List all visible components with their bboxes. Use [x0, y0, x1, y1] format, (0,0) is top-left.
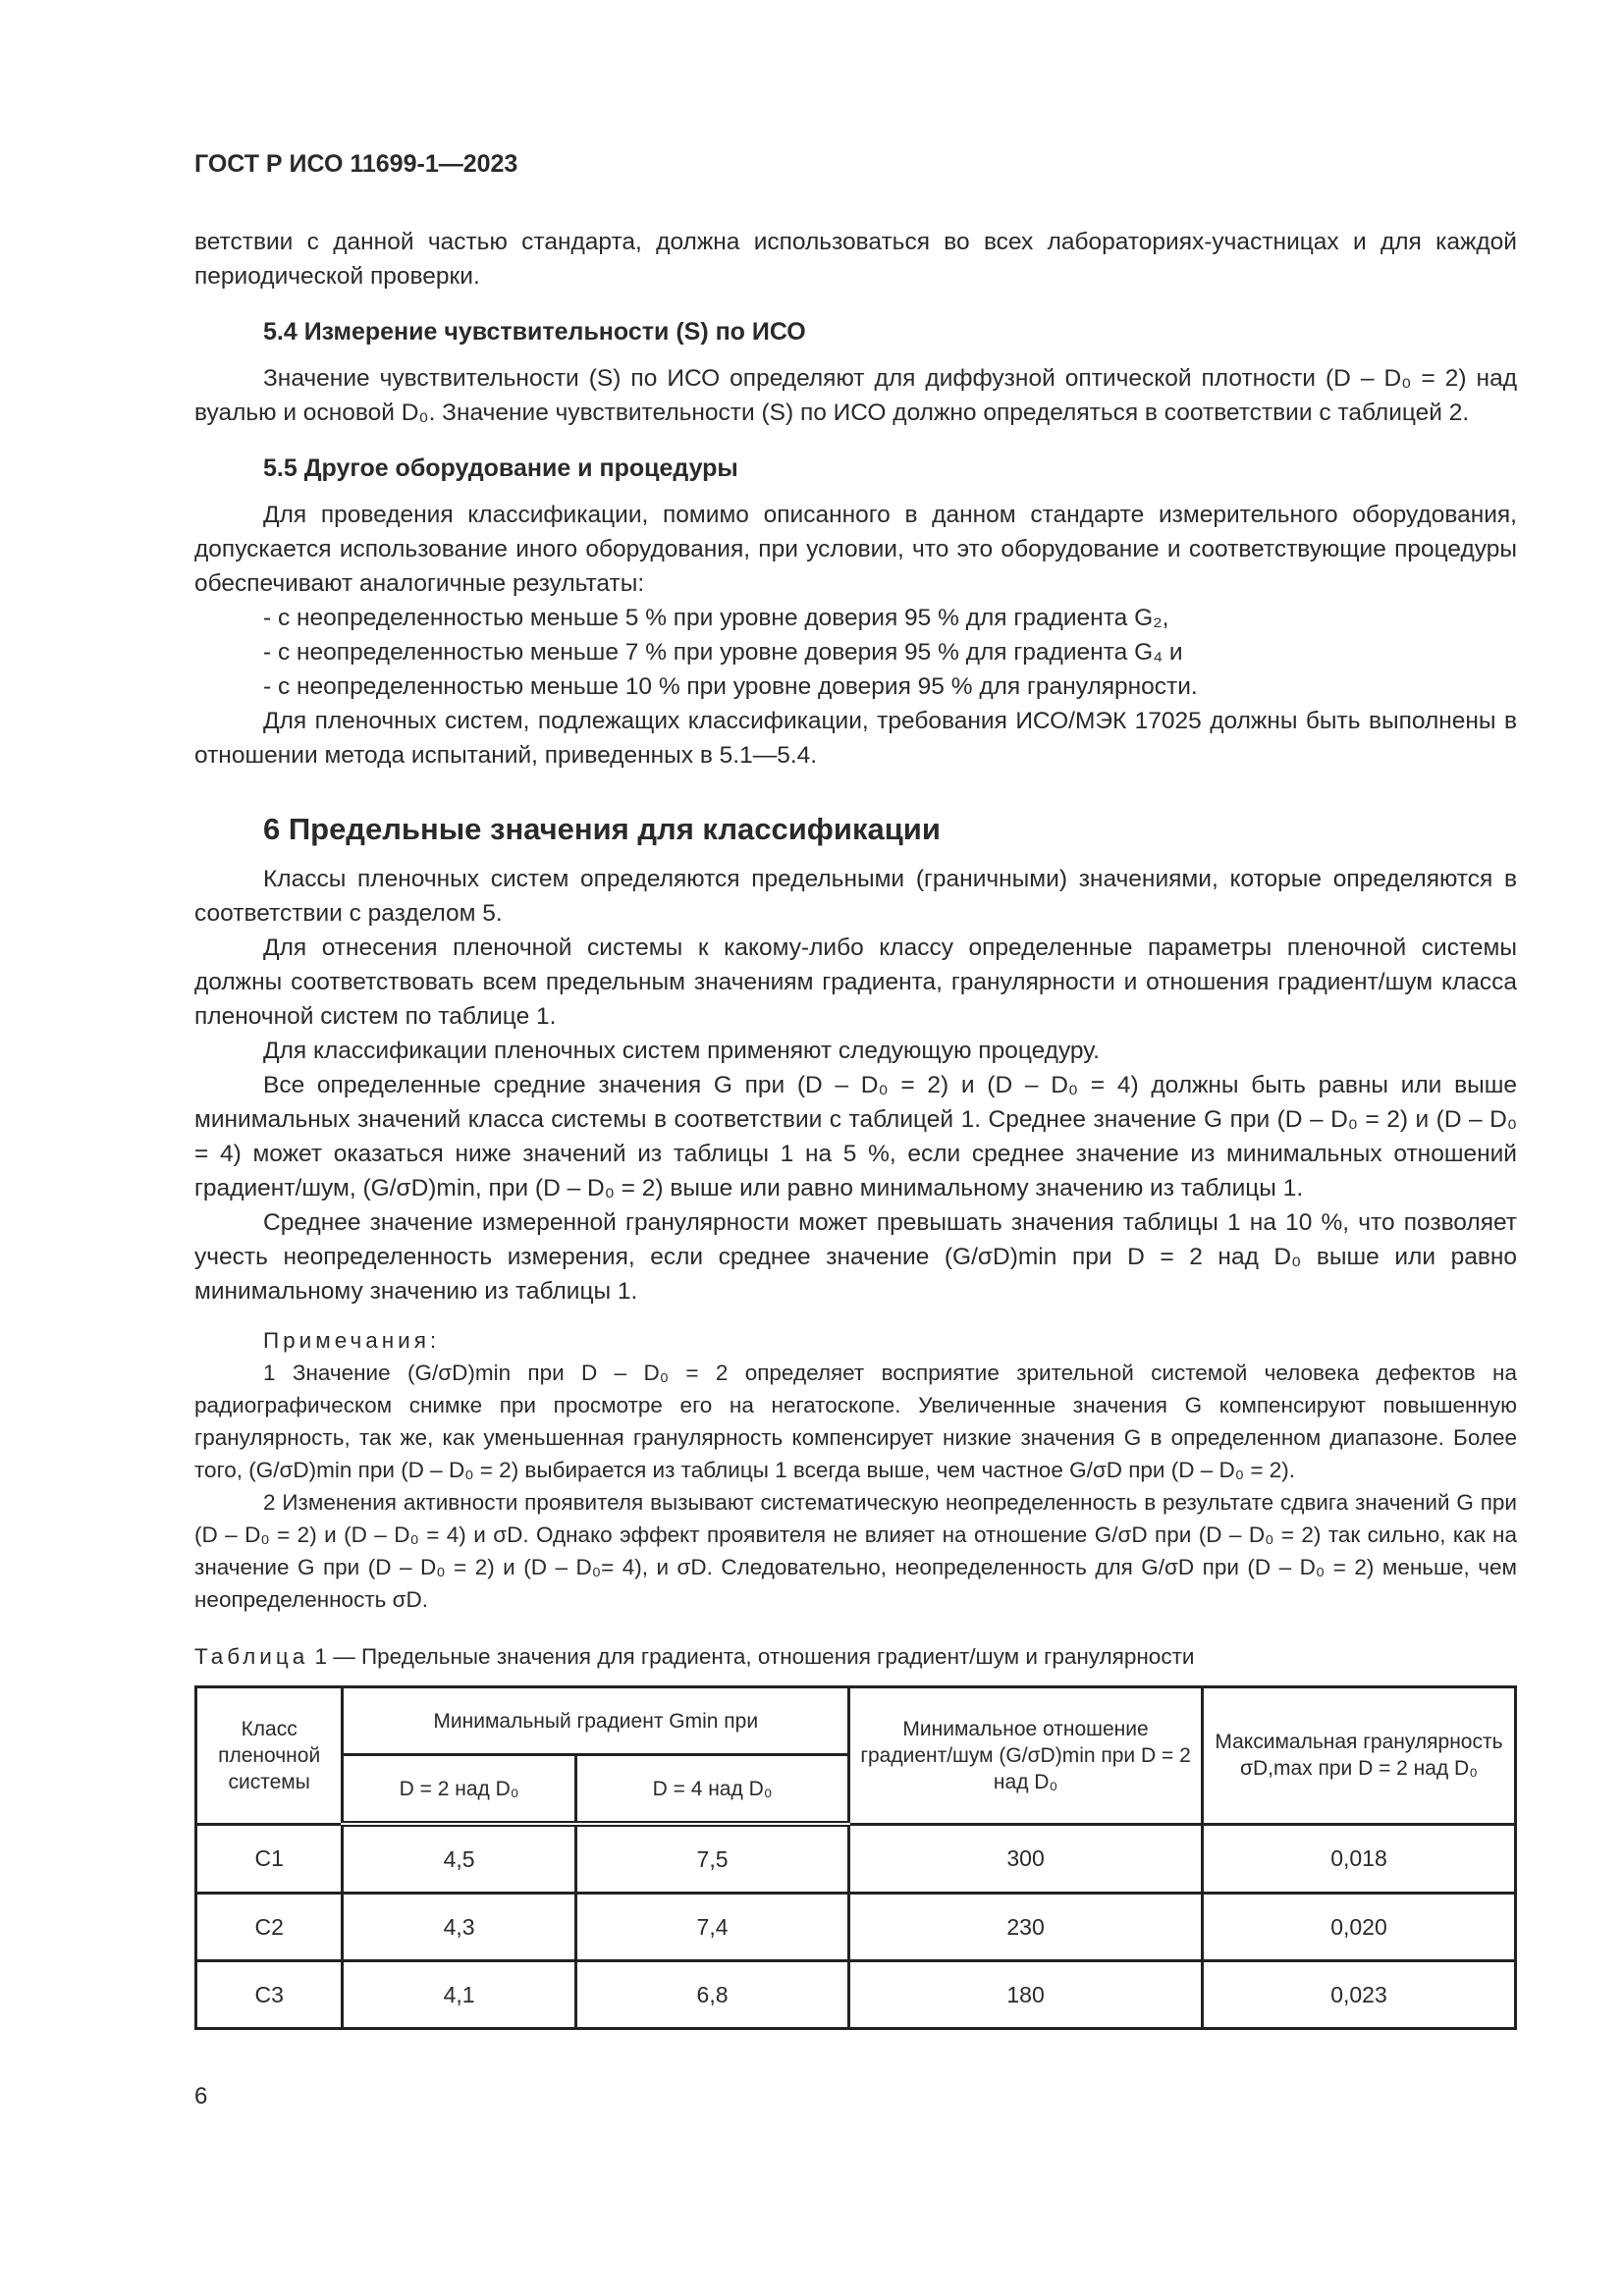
- note-item: 2 Изменения активности проявителя вызывают систематическую неопределенность в результате сдвига значений G при (D – D₀ = 2) и (D – D₀ = 4) и σD. Однако эффект проявителя не влияет на отношение G/σD при (D – D₀ = 2) так сильно, как на значение G при (D – D₀ = 2) и (D – D₀= 4), и σD. Следовательно, неопределенность для G/σD при (D – D₀ = 2) меньше, чем неопределенность σD.: [194, 1490, 1517, 1612]
- list-item: - с неопределенностью меньше 7 % при уровне доверия 95 % для градиента G₄ и: [263, 639, 1183, 666]
- header-d4: D = 4 над D₀: [575, 1755, 848, 1825]
- table-caption-label: Таблица: [194, 1644, 309, 1669]
- table-row: [196, 1824, 1516, 1894]
- paragraph: Среднее значение измеренной гранулярности может превышать значения таблицы 1 на 10 %, что позволяет учесть неопределенность измерения, если среднее значение (G/σD)min при D = 2 над D₀ выше или равно минимальному значению из таблицы 1.: [194, 1209, 1517, 1305]
- table-cell: C2: [196, 1894, 343, 1961]
- table-cell: 300: [849, 1824, 1203, 1894]
- list-item: - с неопределенностью меньше 5 % при уровне доверия 95 % для градиента G₂,: [263, 605, 1169, 631]
- table-cell: 7,5: [575, 1824, 848, 1894]
- header-ratio: Минимальное отношение градиент/шум (G/σD)min при D = 2 над D₀: [849, 1687, 1203, 1825]
- table-cell: 7,4: [575, 1894, 848, 1961]
- header-d2: D = 2 над D₀: [343, 1755, 576, 1825]
- table-caption-text: 1 — Предельные значения для градиента, отношения градиент/шум и гранулярности: [308, 1644, 1195, 1669]
- table-cell: 0,018: [1202, 1824, 1515, 1894]
- table-row: [196, 1961, 1516, 2029]
- paragraph: Классы пленочных систем определяются предельными (граничными) значениями, которые определяются в соответствии с разделом 5.: [194, 866, 1517, 927]
- table-cell: 0,020: [1202, 1894, 1515, 1961]
- notes: [194, 1324, 1517, 1616]
- header-granularity: Максимальная гранулярность σD,max при D = 2 над D₀: [1202, 1687, 1515, 1825]
- table-cell: 6,8: [575, 1961, 848, 2029]
- section-5-4-title: 5.4 Измерение чувствительности (S) по ИСО: [263, 318, 806, 346]
- page-number: 6: [194, 2083, 208, 2109]
- table-cell: 4,3: [343, 1894, 576, 1961]
- limits-table: [194, 1685, 1517, 2030]
- paragraph: Все определенные средние значения G при (D – D₀ = 2) и (D – D₀ = 4) должны быть равны или выше минимальных значений класса системы в соответствии с таблицей 1. Среднее значение G при (D – D₀ = 2) и (D – D₀ = 4) может оказаться ниже значений из таблицы 1 на 5 %, если среднее значение из минимальных отношений градиент/шум, (G/σD)min, при (D – D₀ = 2) выше или равно минимальному значению из таблицы 1.: [194, 1072, 1517, 1201]
- paragraph: Для классификации пленочных систем применяют следующую процедуру.: [263, 1038, 1100, 1064]
- section-5-5-text: Для проведения классификации, помимо описанного в данном стандарте измерительного оборудования, допускается использование иного оборудования, при условии, что это оборудование и соответствующие процедуры обеспечивают аналогичные результаты:: [194, 502, 1517, 597]
- header-gmin: Минимальный градиент Gmin при: [343, 1687, 849, 1755]
- table-cell: 4,1: [343, 1961, 576, 2029]
- notes-label: Примечания:: [263, 1328, 441, 1353]
- section-6-title: 6 Предельные значения для классификации: [263, 812, 941, 846]
- list-item: - с неопределенностью меньше 10 % при уровне доверия 95 % для гранулярности.: [263, 673, 1198, 700]
- table-cell: 4,5: [343, 1824, 576, 1894]
- document-page: [194, 147, 1517, 2030]
- paragraph: Для отнесения пленочной системы к какому-либо классу определенные параметры пленочной системы должны соответствовать всем предельным значениям градиента, гранулярности и отношения градиент/шум класса пленочной систем по таблице 1.: [194, 934, 1517, 1030]
- section-5-4-text: Значение чувствительности (S) по ИСО определяют для диффузной оптической плотности (D – D₀ = 2) над вуалью и основой D₀. Значение чувствительности (S) по ИСО должно определяться в соответствии с таблицей 2.: [194, 365, 1517, 426]
- table-caption: [194, 1639, 1517, 1674]
- document-header: ГОСТ Р ИСО 11699-1—2023: [194, 150, 518, 178]
- table-cell: 0,023: [1202, 1961, 1515, 2029]
- section-5-5-title: 5.5 Другое оборудование и процедуры: [263, 454, 738, 482]
- section-5-5-text2: Для пленочных систем, подлежащих классификации, требования ИСО/МЭК 17025 должны быть выполнены в отношении метода испытаний, приведенных в 5.1—5.4.: [194, 708, 1517, 769]
- table-row: [196, 1894, 1516, 1961]
- intro-paragraph: ветствии с данной частью стандарта, должна использоваться во всех лабораториях-участницах и для каждой периодической проверки.: [194, 229, 1517, 290]
- table-cell: C3: [196, 1961, 343, 2029]
- note-item: 1 Значение (G/σD)min при D – D₀ = 2 определяет восприятие зрительной системой человека дефектов на радиографическом снимке при просмотре его на негатоскопе. Увеличенные значения G компенсируют повышенную гранулярность, так же, как уменьшенная гранулярность компенсирует низкие значения G в определенном диапазоне. Более того, (G/σD)min при (D – D₀ = 2) выбирается из таблицы 1 всегда выше, чем частное G/σD при (D – D₀ = 2).: [194, 1361, 1517, 1482]
- table-cell: C1: [196, 1824, 343, 1894]
- table-cell: 180: [849, 1961, 1203, 2029]
- header-class: Класс пленочной системы: [196, 1687, 343, 1825]
- table-cell: 230: [849, 1894, 1203, 1961]
